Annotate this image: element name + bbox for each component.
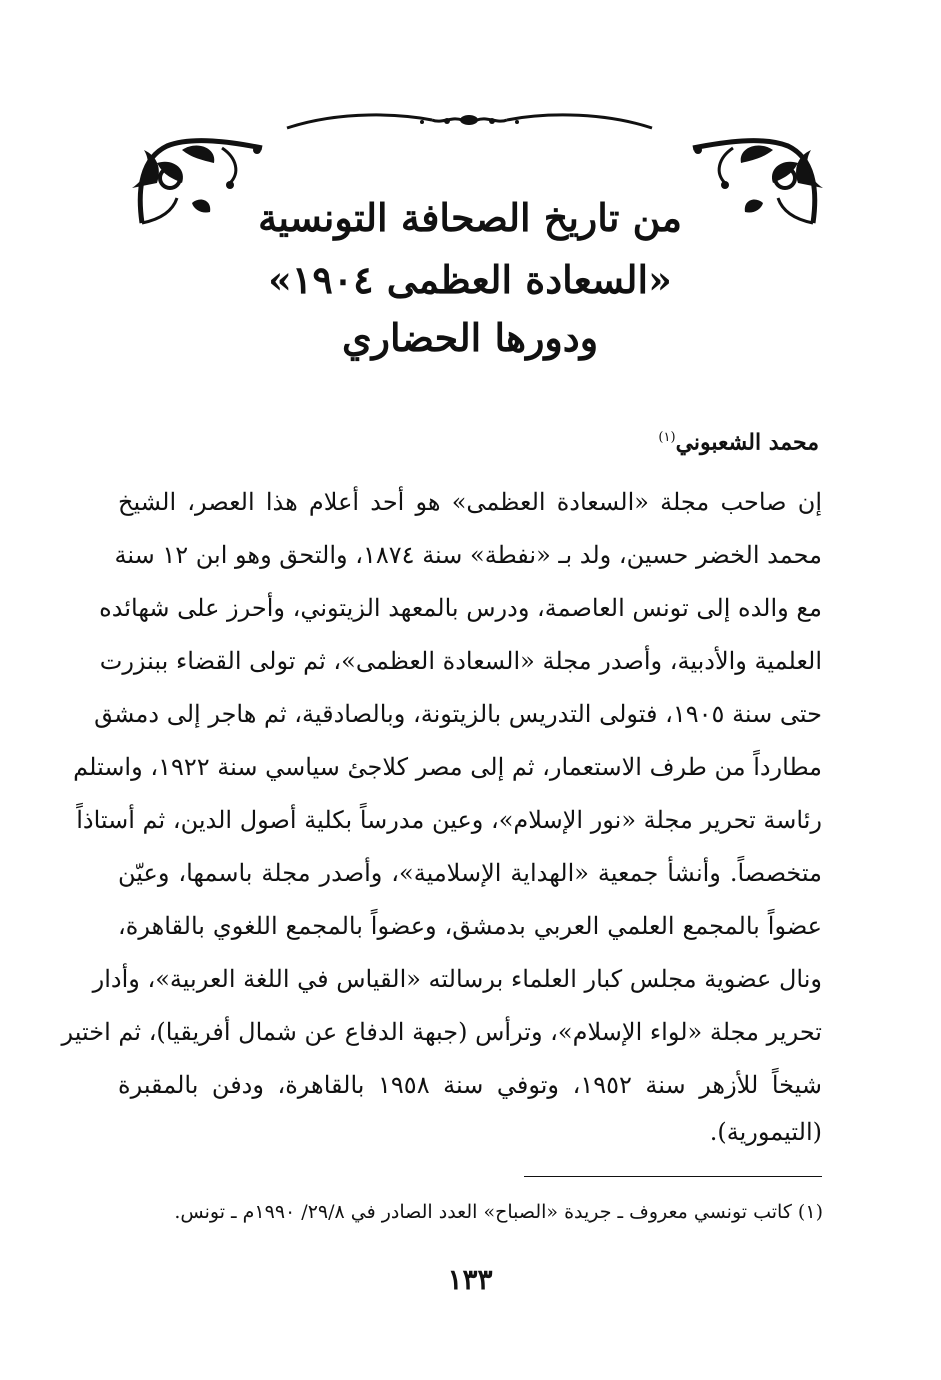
- author-footnote-marker: (١): [658, 430, 676, 445]
- author-name: محمد الشعبوني: [675, 429, 819, 456]
- article-title-line-1: من تاريخ الصحافة التونسية: [258, 195, 682, 240]
- body-line: محمد الخضر حسين، ولد بـ «نفطة» سنة ١٨٧٤، والتحق وهو ابن ١٢ سنة: [114, 541, 822, 569]
- body-line: ونال عضوية مجلس كبار العلماء برسالته «القياس في اللغة العربية»، وأدار: [92, 965, 822, 993]
- header-scroll-ornament: [282, 100, 657, 140]
- body-line: عضواً بالمجمع العلمي العربي بدمشق، وعضواً بالمجمع اللغوي بالقاهرة،: [118, 912, 822, 940]
- page-number: ١٣٣: [447, 1263, 493, 1296]
- footnote: (١) كاتب تونسي معروف ـ جريدة «الصباح» العدد الصادر في ٢٩/٨/ ١٩٩٠م ـ تونس.: [174, 1201, 823, 1223]
- author-byline: [658, 418, 819, 462]
- body-line: إن صاحب مجلة «السعادة العظمى» هو أحد أعلام هذا العصر، الشيخ: [118, 488, 822, 516]
- body-line: (التيمورية).: [709, 1118, 822, 1146]
- body-line: تحرير مجلة «لواء الإسلام»، وترأس (جبهة الدفاع عن شمال أفريقيا)، ثم اختير: [61, 1018, 822, 1046]
- footnote-divider: [524, 1176, 822, 1177]
- body-line: شيخاً للأزهر سنة ١٩٥٢، وتوفي سنة ١٩٥٨ بالقاهرة، ودفن بالمقبرة: [118, 1071, 823, 1099]
- body-line: مع والده إلى تونس العاصمة، ودرس بالمعهد الزيتوني، وأحرز على شهائده: [99, 594, 822, 622]
- body-line: حتى سنة ١٩٠٥، فتولى التدريس بالزيتونة، وبالصادقية، ثم هاجر إلى دمشق: [94, 700, 822, 728]
- body-line: العلمية والأدبية، وأصدر مجلة «السعادة العظمى»، ثم تولى القضاء ببنزرت: [99, 647, 822, 675]
- article-title-line-2: «السعادة العظمى ١٩٠٤»: [268, 257, 672, 302]
- body-line: مطارداً من طرف الاستعمار، ثم إلى مصر كلاجئ سياسي سنة ١٩٢٢، واستلم: [73, 753, 822, 781]
- body-line: متخصصاً. وأنشأ جمعية «الهداية الإسلامية»، وأصدر مجلة باسمها، وعيّن: [118, 859, 822, 887]
- article-title-line-3: ودورها الحضاري: [341, 315, 599, 360]
- body-line: رئاسة تحرير مجلة «نور الإسلام»، وعين مدرساً بكلية أصول الدين، ثم أستاذاً: [76, 806, 822, 834]
